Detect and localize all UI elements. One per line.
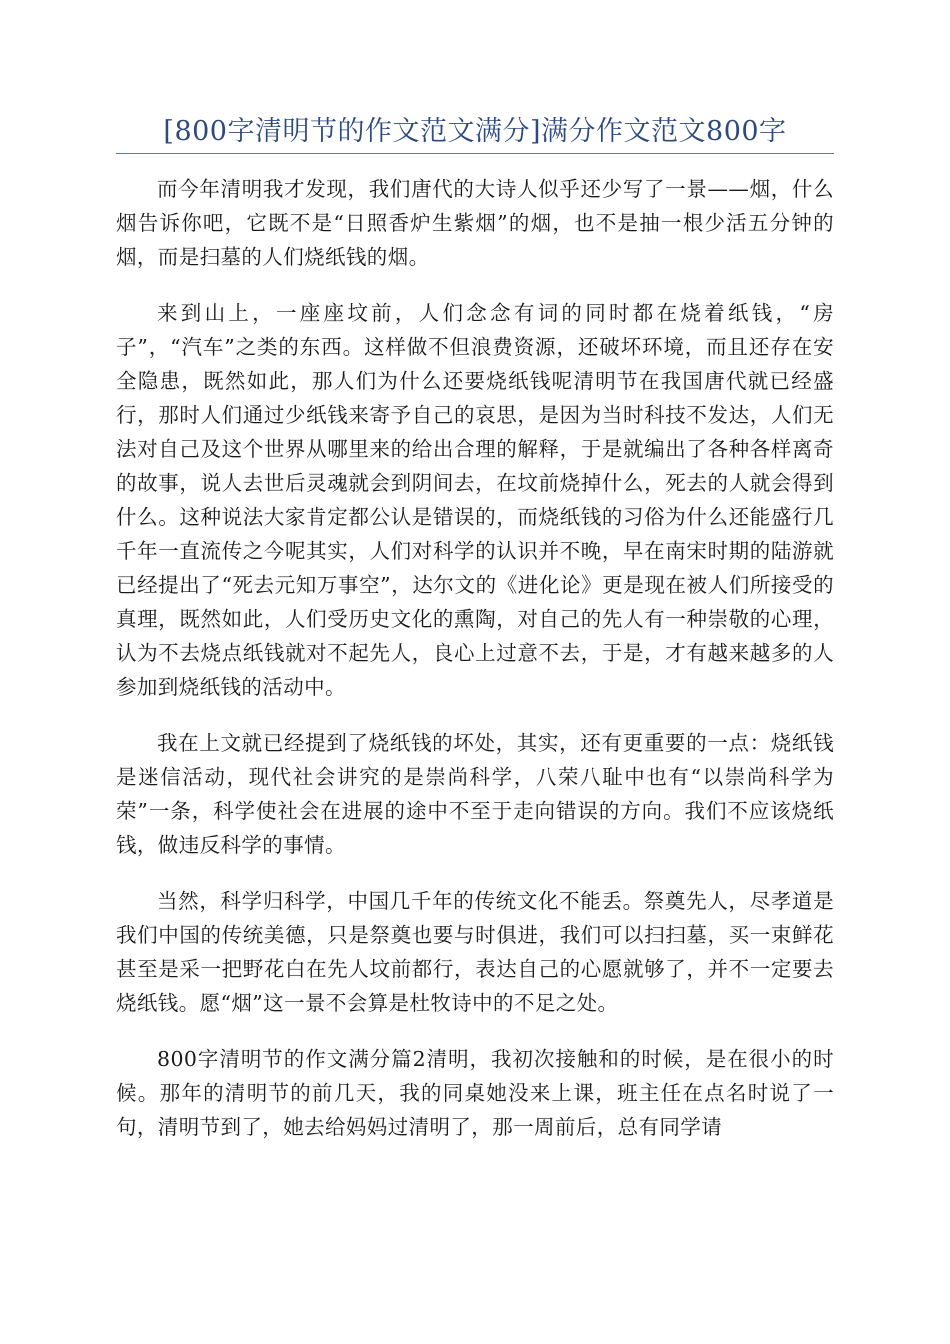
document-title: [800字清明节的作文范文满分]满分作文范文800字 [163,116,787,147]
title-underline [116,153,834,154]
paragraph-5: 800字清明节的作文满分篇2清明，我初次接触和的时候，是在很小的时候。那年的清明节的前几天，我的同桌她没来上课，班主任在点名时说了一句，清明节到了，她去给妈妈过清明了，那一周前后，总有同学请 [116,1047,834,1139]
paragraph-4: 当然，科学归科学，中国几千年的传统文化不能丢。祭奠先人，尽孝道是我们中国的传统美德，只是祭奠也要与时俱进，我们可以扫扫墓，买一束鲜花甚至是采一把野花白在先人坟前都行，表达自己的心愿就够了，并不一定要去烧纸钱。愿“烟”这一景不会算是杜牧诗中的不足之处。 [116,889,834,1015]
paragraph-1: 而今年清明我才发现，我们唐代的大诗人似乎还少写了一景——烟，什么烟告诉你吧，它既不是“日照香炉生紫烟”的烟，也不是抽一根少活五分钟的烟，而是扫墓的人们烧纸钱的烟。 [116,177,834,269]
paragraph-2: 来到山上，一座座坟前，人们念念有词的同时都在烧着纸钱，“房子”，“汽车”之类的东西。这样做不但浪费资源，还破坏环境，而且还存在安全隐患，既然如此，那人们为什么还要烧纸钱呢清明节在我国唐代就已经盛行，那时人们通过少纸钱来寄予自己的哀思，是因为当时科技不发达，人们无法对自己及这个世界从哪里来的给出合理的解释，于是就编出了各种各样离奇的故事，说人去世后灵魂就会到阴间去，在坟前烧掉什么，死去的人就会得到什么。这种说法大家肯定都公认是错误的，而烧纸钱的习俗为什么还能盛行几千年一直流传之今呢其实，人们对科学的认识并不晚，早在南宋时期的陆游就已经提出了“死去元知万事空”，达尔文的《进化论》更是现在被人们所接受的真理，既然如此，人们受历史文化的熏陶，对自己的先人有一种崇敬的心理，认为不去烧点纸钱就对不起先人，良心上过意不去，于是，才有越来越多的人参加到烧纸钱的活动中。 [116,301,834,699]
document-body [116,172,834,1166]
paragraph-3: 我在上文就已经提到了烧纸钱的坏处，其实，还有更重要的一点：烧纸钱是迷信活动，现代社会讲究的是崇尚科学，八荣八耻中也有“以崇尚科学为荣”一条，科学使社会在进展的途中不至于走向错误的方向。我们不应该烧纸钱，做违反科学的事情。 [116,731,834,857]
